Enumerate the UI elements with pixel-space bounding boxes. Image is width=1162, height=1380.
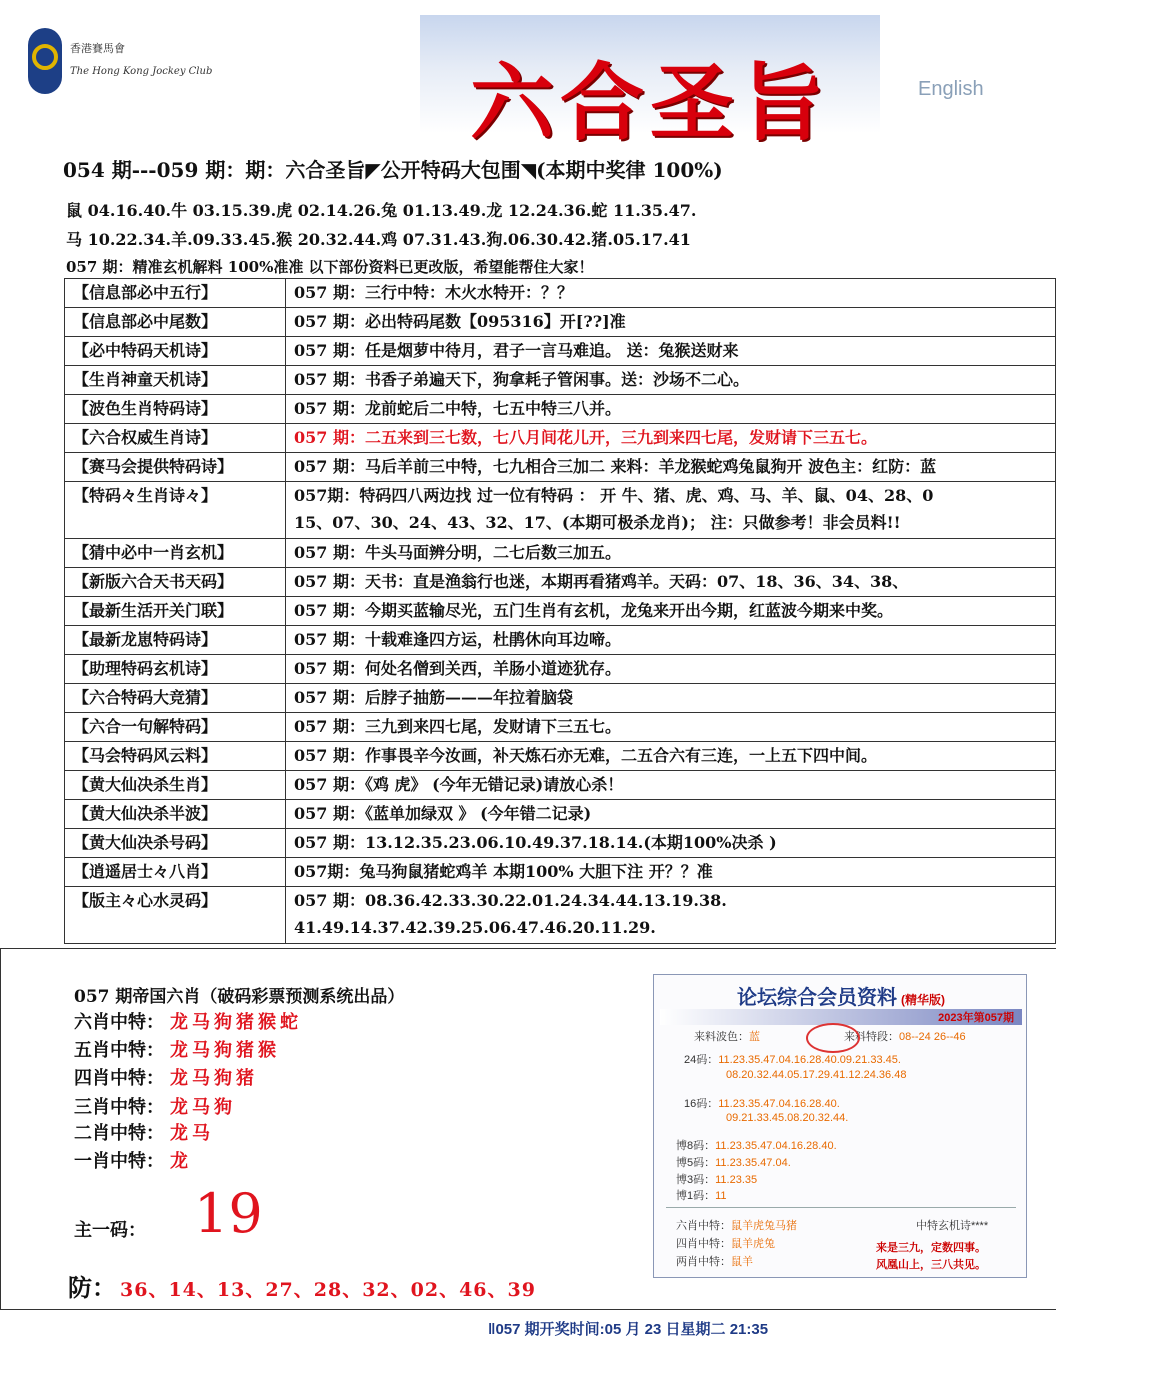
row-value: 057 期：龙前蛇后二中特，七五中特三八并。 bbox=[286, 395, 1056, 424]
row-label: 【信息部必中五行】 bbox=[65, 279, 286, 308]
table-row bbox=[65, 337, 1056, 366]
row-label: 【波色生肖特码诗】 bbox=[65, 395, 286, 424]
row-value-line2: 41.49.14.37.42.39.25.06.47.46.20.11.29. bbox=[294, 918, 656, 937]
row-value: 057 期：13.12.35.23.06.10.49.37.18.14.(本期100%决杀 ) bbox=[286, 829, 1056, 858]
table-row bbox=[65, 742, 1056, 771]
row-value: 057 期：《蓝单加绿双 》 (今年错二记录) bbox=[286, 800, 1056, 829]
table-row bbox=[65, 453, 1056, 482]
row-label: 【版主々心水灵码】 bbox=[65, 887, 286, 944]
table-row bbox=[65, 308, 1056, 337]
row-label: 【助理特码玄机诗】 bbox=[65, 655, 286, 684]
table-row bbox=[65, 771, 1056, 800]
card-24codes-b: 08.20.32.44.05.17.29.41.12.24.36.48 bbox=[726, 1069, 907, 1081]
zodiac-pick-row bbox=[74, 1036, 280, 1062]
card-two-pick: 两肖中特：鼠羊 bbox=[676, 1256, 753, 1268]
defense-row bbox=[68, 1268, 536, 1303]
row-label: 【六合权威生肖诗】 bbox=[65, 424, 286, 453]
row-value: 057 期：何处名僧到关西，羊肠小道迹犹存。 bbox=[286, 655, 1056, 684]
main-code-label: 主一码： bbox=[74, 1220, 146, 1241]
table-row bbox=[65, 626, 1056, 655]
row-value bbox=[286, 482, 1056, 539]
pick-values: 龙马狗猪猴 bbox=[170, 1040, 280, 1061]
pick-label: 三肖中特： bbox=[74, 1097, 164, 1118]
row-value: 057 期：任是烟萝中待月，君子一言马难追。 送：兔猴送财来 bbox=[286, 337, 1056, 366]
pick-values: 龙马狗猪 bbox=[170, 1068, 258, 1089]
row-value: 057 期：后脖子抽筋———年拉着脑袋 bbox=[286, 684, 1056, 713]
card-six-pick: 六肖中特：鼠羊虎兔马猪 bbox=[676, 1220, 797, 1232]
row-label: 【赛马会提供特码诗】 bbox=[65, 453, 286, 482]
row-value: 057 期：作事畏辛今汝画，补天炼石亦无难，二五合六有三连，一上五下四中间。 bbox=[286, 742, 1056, 771]
table-row bbox=[65, 597, 1056, 626]
card-16codes-b: 09.21.33.45.08.20.32.44. bbox=[726, 1112, 849, 1124]
card-bo8: 博8码：11.23.35.47.04.16.28.40. bbox=[676, 1140, 837, 1152]
row-value: 057 期：天书：直是渔翁行也迷，本期再看猪鸡羊。天码：07、18、36、34、38、 bbox=[286, 568, 1056, 597]
row-label: 【生肖神童天机诗】 bbox=[65, 366, 286, 395]
zodiac-pick-row bbox=[74, 1119, 214, 1145]
card-color-row: 来料波色：蓝 bbox=[694, 1031, 760, 1043]
card-bo5: 博5码：11.23.35.47.04. bbox=[676, 1157, 791, 1169]
card-period-bar bbox=[660, 1009, 1022, 1025]
pick-label: 一肖中特： bbox=[74, 1151, 164, 1172]
headline: 054 期---059 期：期：六合圣旨◤公开特码大包围◥(本期中奖律 100%) bbox=[63, 158, 723, 182]
row-label: 【逍遥居士々八肖】 bbox=[65, 858, 286, 887]
table-row bbox=[65, 684, 1056, 713]
row-label: 【新版六合天书天码】 bbox=[65, 568, 286, 597]
row-label: 【马会特码风云料】 bbox=[65, 742, 286, 771]
row-label: 【黄大仙决杀号码】 bbox=[65, 829, 286, 858]
table-row bbox=[65, 858, 1056, 887]
table-row bbox=[65, 395, 1056, 424]
table-row bbox=[65, 887, 1056, 944]
pick-values: 龙马狗 bbox=[170, 1097, 236, 1118]
row-label: 【特码々生肖诗々】 bbox=[65, 482, 286, 539]
table-row bbox=[65, 713, 1056, 742]
row-value: 057 期：牛头马面辨分明，二七后数三加五。 bbox=[286, 539, 1056, 568]
row-value: 057 期：必出特码尾数【095316】开[??]准 bbox=[286, 308, 1056, 337]
logo-text-english: The Hong Kong Jockey Club bbox=[70, 66, 213, 77]
table-row bbox=[65, 424, 1056, 453]
pick-values: 龙马狗猪猴蛇 bbox=[170, 1012, 302, 1033]
row-label: 【必中特码天机诗】 bbox=[65, 337, 286, 366]
card-period: 2023年第057期 bbox=[938, 1012, 1014, 1024]
card-poem-label: 中特玄机诗**** bbox=[916, 1220, 989, 1232]
zodiac-pick-row bbox=[74, 1008, 302, 1034]
row-value: 057 期：书香子弟遍天下，狗拿耗子管闲事。送：沙场不二心。 bbox=[286, 366, 1056, 395]
zodiac-pick-row bbox=[74, 1147, 192, 1173]
table-row bbox=[65, 482, 1056, 539]
table-row bbox=[65, 829, 1056, 858]
emperor-title: 057 期帝国六肖（破码彩票预测系统出品） bbox=[74, 987, 405, 1007]
pick-values: 龙 bbox=[170, 1151, 192, 1172]
table-row bbox=[65, 655, 1056, 684]
row-value: 057 期：三九到来四七尾，发财请下三五七。 bbox=[286, 713, 1056, 742]
defense-label: 防： bbox=[68, 1273, 116, 1302]
row-value: 057期：兔马狗鼠猪蛇鸡羊 本期100% 大胆下注 开？？准 bbox=[286, 858, 1056, 887]
card-four-pick: 四肖中特：鼠羊虎兔 bbox=[676, 1238, 775, 1250]
circle-mark-icon bbox=[806, 1023, 860, 1053]
zodiac-pick-row bbox=[74, 1064, 258, 1090]
card-divider bbox=[666, 1207, 1016, 1208]
row-label: 【黄大仙决杀半波】 bbox=[65, 800, 286, 829]
row-value: 057 期：《鸡 虎》 (今年无错记录)请放心杀！ bbox=[286, 771, 1056, 800]
card-bo3: 博3码：11.23.35 bbox=[676, 1174, 758, 1186]
row-label: 【黄大仙决杀生肖】 bbox=[65, 771, 286, 800]
jockey-club-logo-icon bbox=[28, 28, 62, 94]
pick-values: 龙马 bbox=[170, 1123, 214, 1144]
table-row bbox=[65, 539, 1056, 568]
table-row bbox=[65, 279, 1056, 308]
card-poem-line1: 来是三九，定数四事。 bbox=[876, 1242, 986, 1254]
english-link[interactable]: English bbox=[918, 78, 984, 100]
defense-values: 36、14、13、27、28、32、02、46、39 bbox=[120, 1279, 536, 1301]
row-value: 057 期：马后羊前三中特，七九相合三加二 来料：羊龙猴蛇鸡兔鼠狗开 波色主：红防：蓝 bbox=[286, 453, 1056, 482]
row-label: 【六合特码大竞猜】 bbox=[65, 684, 286, 713]
draw-time: ‖057 期开奖时间:05 月 23 日星期二 21:35 bbox=[488, 1321, 769, 1338]
zodiac-line-1: 鼠 04.16.40.牛 03.15.39.虎 02.14.26.兔 01.13.49.龙 12.24.36.蛇 11.35.47. bbox=[66, 201, 697, 220]
row-label: 【六合一句解特码】 bbox=[65, 713, 286, 742]
logo-text-chinese: 香港賽馬會 bbox=[70, 42, 125, 55]
table-row bbox=[65, 800, 1056, 829]
row-label: 【最新生活开关门联】 bbox=[65, 597, 286, 626]
pick-label: 二肖中特： bbox=[74, 1123, 164, 1144]
forum-member-card bbox=[653, 974, 1027, 1278]
card-16codes-a: 16码：11.23.35.47.04.16.28.40. bbox=[684, 1098, 840, 1110]
row-value bbox=[286, 887, 1056, 944]
card-special-row: 来料特段：08--24 26--46 bbox=[844, 1031, 966, 1043]
card-24codes-a: 24码：11.23.35.47.04.16.28.40.09.21.33.45. bbox=[684, 1054, 901, 1066]
row-value-line1: 057期：特码四八两边找 过一位有特码 ： 开 牛、猪、虎、鸡、马、羊、鼠、04、28、0 bbox=[294, 486, 934, 505]
row-value: 057 期：十载难逢四方运，杜鹃休向耳边啼。 bbox=[286, 626, 1056, 655]
card-title: 论坛综合会员资料 (精华版) bbox=[737, 987, 945, 1009]
intro-line: 057 期：精准玄机解料 100%准准 以下部份资料已更改版，希望能帮住大家！ bbox=[66, 258, 594, 276]
row-value: 057 期：二五来到三七数，七八月间花儿开，三九到来四七尾，发财请下三五七。 bbox=[286, 424, 1056, 453]
card-poem-line2: 风凰山上，三八共见。 bbox=[876, 1259, 986, 1271]
row-label: 【信息部必中尾数】 bbox=[65, 308, 286, 337]
row-value: 057 期：今期买蓝输尽光，五门生肖有玄机，龙兔来开出今期，红蓝波今期来中奖。 bbox=[286, 597, 1056, 626]
table-row bbox=[65, 568, 1056, 597]
main-code-number: 19 bbox=[194, 1182, 263, 1245]
banner-title: 六合圣旨 bbox=[469, 53, 830, 152]
pick-label: 六肖中特： bbox=[74, 1012, 164, 1033]
pick-label: 四肖中特： bbox=[74, 1068, 164, 1089]
row-value: 057 期：三行中特：木火水特开：？？ bbox=[286, 279, 1056, 308]
pick-label: 五肖中特： bbox=[74, 1040, 164, 1061]
row-value-line1: 057 期：08.36.42.33.30.22.01.24.34.44.13.19.38. bbox=[294, 891, 727, 910]
zodiac-line-2: 马 10.22.34.羊.09.33.45.猴 20.32.44.鸡 07.31.43.狗.06.30.42.猪.05.17.41 bbox=[66, 230, 691, 249]
row-value-line2: 15、07、30、24、43、32、17、(本期可极杀龙肖)； 注：只做参考！非会员料!! bbox=[294, 513, 901, 532]
zodiac-pick-row bbox=[74, 1093, 236, 1119]
row-label: 【最新龙崽特码诗】 bbox=[65, 626, 286, 655]
card-bo1: 博1码：11 bbox=[676, 1190, 727, 1202]
row-label: 【猜中必中一肖玄机】 bbox=[65, 539, 286, 568]
table-row bbox=[65, 366, 1056, 395]
prediction-table bbox=[64, 278, 1056, 944]
